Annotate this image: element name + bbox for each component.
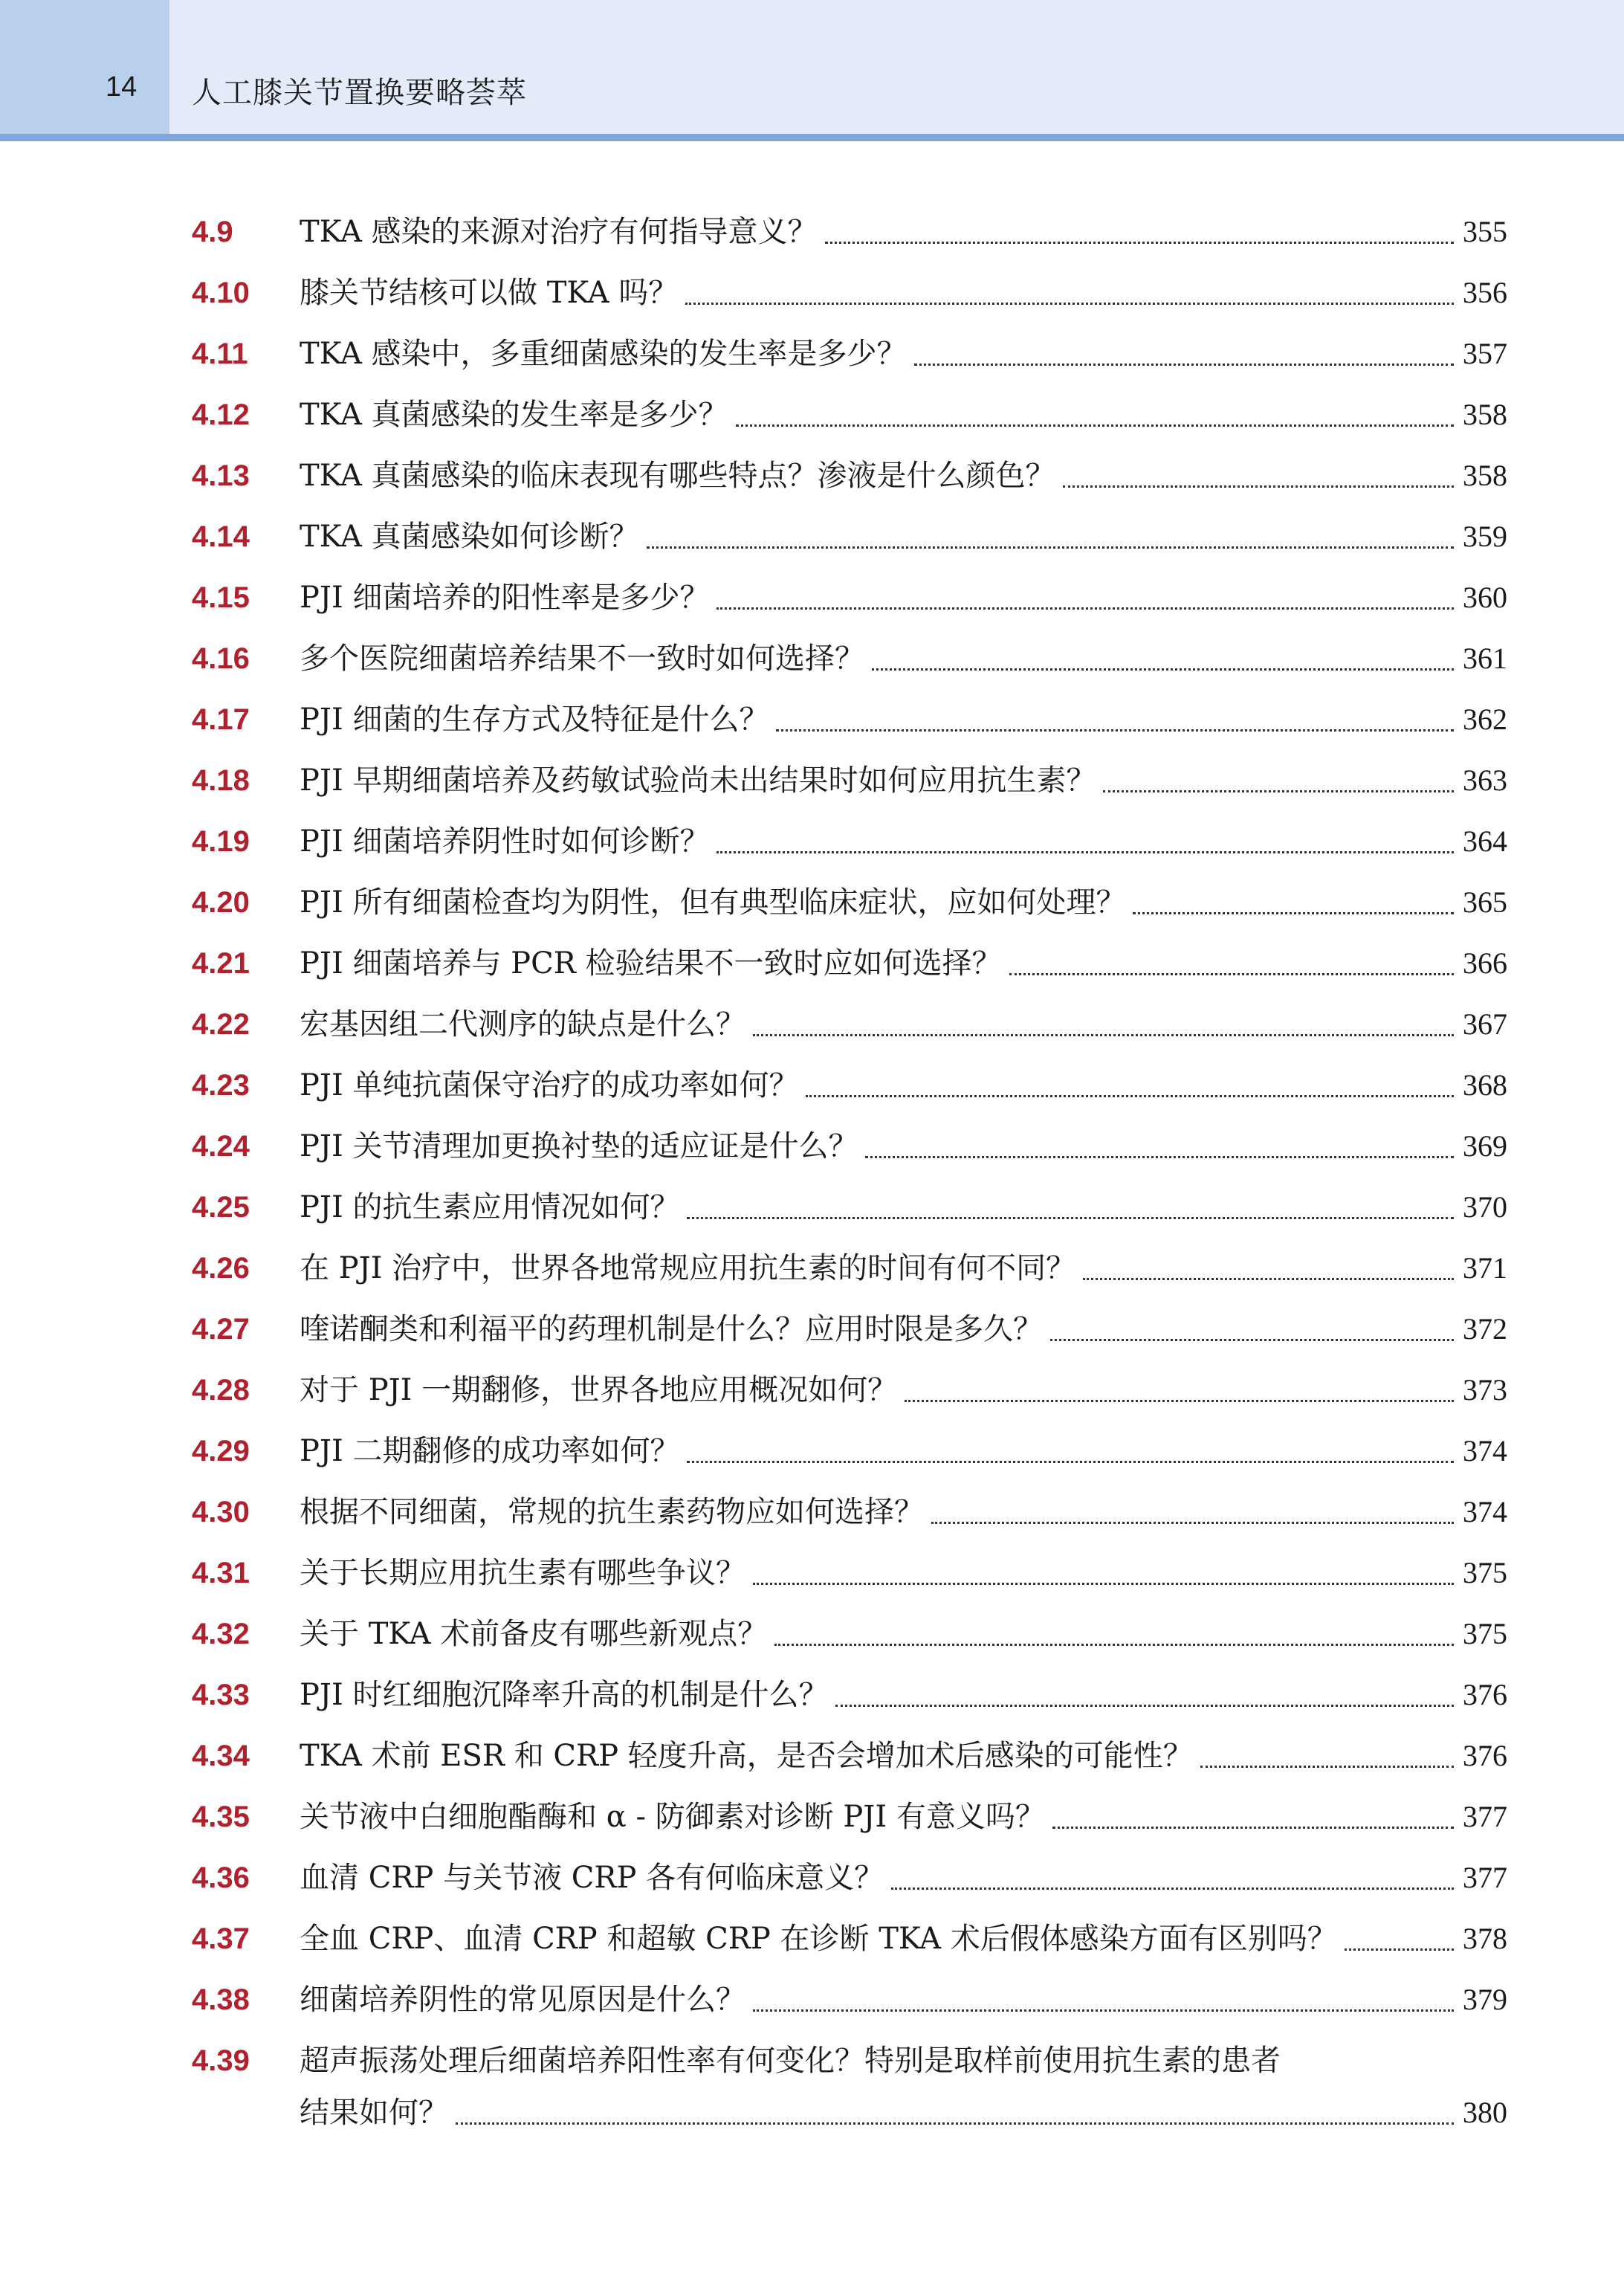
entry-title: 细菌培养阴性的常见原因是什么？: [300, 1983, 745, 2017]
dot-leader: [1345, 1948, 1454, 1951]
entry-title: PJI 所有细菌检查均为阴性，但有典型临床症状，应如何处理？: [300, 885, 1126, 920]
dot-leader: [687, 1217, 1454, 1219]
entry-page: 375: [1463, 1617, 1507, 1650]
toc-entry[interactable]: [192, 1963, 1507, 2024]
toc-entry[interactable]: [192, 1292, 1507, 1353]
dot-leader: [753, 2009, 1454, 2012]
dot-leader: [647, 546, 1454, 549]
toc-entry[interactable]: [192, 1231, 1507, 1292]
dot-leader: [456, 2122, 1454, 2125]
entry-number: 4.33: [192, 1679, 250, 1711]
toc-entry[interactable]: [192, 1353, 1507, 1414]
entry-title: PJI 二期翻修的成功率如何？: [300, 1434, 680, 1468]
page-number: 14: [106, 71, 138, 103]
toc-entry[interactable]: [192, 1536, 1507, 1597]
entry-number: 4.26: [192, 1252, 250, 1285]
dot-leader: [1050, 1339, 1454, 1341]
entry-page: 379: [1463, 1983, 1507, 2016]
entry-page: 377: [1463, 1861, 1507, 1894]
header-rule: [0, 134, 1624, 141]
dot-leader: [891, 1888, 1454, 1890]
entry-number: 4.27: [192, 1313, 250, 1346]
entry-title: 膝关节结核可以做 TKA 吗？: [300, 276, 679, 310]
dot-leader: [865, 1156, 1454, 1158]
entry-title: 关于长期应用抗生素有哪些争议？: [300, 1556, 745, 1590]
entry-title: PJI 关节清理加更换衬垫的适应证是什么？: [300, 1129, 858, 1163]
toc-entry[interactable]: [192, 1475, 1507, 1536]
dot-leader: [1063, 485, 1454, 488]
entry-number: 4.37: [192, 1922, 250, 1955]
dot-leader: [736, 424, 1454, 427]
entry-number: 4.21: [192, 947, 250, 980]
entry-page: 362: [1463, 703, 1507, 736]
toc-entry[interactable]: [192, 1780, 1507, 1841]
entry-title-line1: 超声振荡处理后细菌培养阳性率有何变化？特别是取样前使用抗生素的患者: [300, 2044, 1281, 2078]
entry-number: 4.17: [192, 703, 250, 736]
toc-entry[interactable]: [192, 1109, 1507, 1170]
toc-entry[interactable]: [192, 1658, 1507, 1719]
dot-leader: [1133, 912, 1454, 914]
entry-page: 372: [1463, 1312, 1507, 1346]
toc-entry[interactable]: [192, 865, 1507, 926]
toc-entry[interactable]: [192, 378, 1507, 439]
entry-page: 369: [1463, 1129, 1507, 1163]
entry-page: 355: [1463, 215, 1507, 248]
entry-page: 376: [1463, 1678, 1507, 1711]
entry-number: 4.39: [192, 2044, 250, 2077]
entry-title: TKA 真菌感染的临床表现有哪些特点？渗液是什么颜色？: [300, 459, 1055, 493]
entry-number: 4.32: [192, 1618, 250, 1650]
entry-title: PJI 细菌培养的阳性率是多少？: [300, 581, 710, 615]
entry-title-line2: 结果如何？: [300, 2096, 448, 2130]
entry-number: 4.38: [192, 1983, 250, 2016]
dot-leader: [825, 242, 1454, 244]
entry-page: 360: [1463, 581, 1507, 614]
entry-title: PJI 细菌培养阴性时如何诊断？: [300, 824, 710, 859]
toc-entry[interactable]: [192, 195, 1507, 256]
entry-page: 357: [1463, 337, 1507, 370]
entry-number: 4.9: [192, 216, 233, 248]
entry-page: 367: [1463, 1007, 1507, 1041]
dot-leader: [774, 1644, 1454, 1646]
entry-number: 4.15: [192, 581, 250, 614]
entry-page: 358: [1463, 398, 1507, 431]
dot-leader: [753, 1034, 1454, 1036]
entry-page: 366: [1463, 946, 1507, 980]
dot-leader: [1009, 973, 1454, 975]
toc-entry[interactable]: [192, 743, 1507, 804]
entry-title: 关于 TKA 术前备皮有哪些新观点？: [300, 1617, 768, 1651]
entry-number: 4.29: [192, 1435, 250, 1467]
book-title: 人工膝关节置换要略荟萃: [192, 76, 527, 110]
entry-page: 373: [1463, 1373, 1507, 1407]
dot-leader: [1083, 1278, 1454, 1280]
dot-leader: [716, 607, 1454, 610]
entry-number: 4.28: [192, 1374, 250, 1407]
entry-title: TKA 感染中，多重细菌感染的发生率是多少？: [300, 337, 907, 371]
entry-title: PJI 单纯抗菌保守治疗的成功率如何？: [300, 1068, 799, 1102]
dot-leader: [685, 303, 1454, 305]
entry-title: 宏基因组二代测序的缺点是什么？: [300, 1007, 745, 1042]
entry-number: 4.30: [192, 1496, 250, 1528]
entry-page: 364: [1463, 824, 1507, 858]
entry-number: 4.20: [192, 886, 250, 919]
dot-leader: [835, 1705, 1454, 1707]
entry-title: TKA 术前 ESR 和 CRP 轻度升高，是否会增加术后感染的可能性？: [300, 1739, 1193, 1773]
entry-page: 358: [1463, 459, 1507, 492]
entry-title: PJI 的抗生素应用情况如何？: [300, 1190, 680, 1224]
dot-leader: [914, 364, 1454, 366]
dot-leader: [776, 729, 1454, 732]
toc-entry[interactable]: [192, 1597, 1507, 1658]
dot-leader: [687, 1461, 1454, 1463]
entry-number: 4.31: [192, 1557, 250, 1589]
entry-number: 4.19: [192, 825, 250, 858]
entry-number: 4.16: [192, 642, 250, 675]
entry-number: 4.12: [192, 398, 250, 431]
entry-number: 4.11: [192, 338, 248, 370]
entry-title: 血清 CRP 与关节液 CRP 各有何临床意义？: [300, 1861, 884, 1895]
dot-leader: [716, 851, 1454, 853]
entry-number: 4.24: [192, 1130, 250, 1163]
toc-entry[interactable]: [192, 1902, 1507, 1963]
toc-entry[interactable]: [192, 439, 1507, 500]
entry-title: 喹诺酮类和利福平的药理机制是什么？应用时限是多久？: [300, 1312, 1043, 1346]
toc-entry[interactable]: [192, 1414, 1507, 1475]
toc-entry[interactable]: [192, 621, 1507, 682]
toc-entry[interactable]: [192, 804, 1507, 865]
header-tab: [0, 0, 169, 140]
entry-title: PJI 时红细胞沉降率升高的机制是什么？: [300, 1678, 829, 1712]
toc-entry[interactable]: [192, 317, 1507, 378]
entry-page: 370: [1463, 1190, 1507, 1224]
entry-page: 374: [1463, 1434, 1507, 1467]
entry-title: TKA 感染的来源对治疗有何指导意义？: [300, 215, 818, 249]
entry-title: 对于 PJI 一期翻修，世界各地应用概况如何？: [300, 1373, 898, 1407]
entry-title: 关节液中白细胞酯酶和 α - 防御素对诊断 PJI 有意义吗？: [300, 1800, 1045, 1834]
dot-leader: [931, 1522, 1454, 1524]
entry-page: 375: [1463, 1556, 1507, 1589]
entry-number: 4.36: [192, 1861, 250, 1894]
entry-title: TKA 真菌感染如何诊断？: [300, 520, 639, 554]
dot-leader: [872, 668, 1454, 671]
toc-entry[interactable]: [192, 682, 1507, 743]
dot-leader: [753, 1583, 1454, 1585]
dot-leader: [1052, 1827, 1454, 1829]
toc-entry[interactable]: [192, 1048, 1507, 1109]
entry-number: 4.13: [192, 459, 250, 492]
toc-entry[interactable]: [192, 500, 1507, 561]
entry-page: 376: [1463, 1739, 1507, 1772]
entry-page: 356: [1463, 276, 1507, 309]
entry-number: 4.18: [192, 764, 250, 797]
entry-page: 378: [1463, 1922, 1507, 1955]
entry-title: PJI 早期细菌培养及药敏试验尚未出结果时如何应用抗生素？: [300, 763, 1096, 798]
entry-number: 4.35: [192, 1801, 250, 1833]
entry-number: 4.22: [192, 1008, 250, 1041]
entry-page: 365: [1463, 885, 1507, 919]
toc-entry[interactable]: [192, 256, 1507, 317]
entry-number: 4.34: [192, 1740, 250, 1772]
entry-page: 371: [1463, 1251, 1507, 1285]
entry-number: 4.10: [192, 277, 250, 309]
entry-page: 368: [1463, 1068, 1507, 1102]
dot-leader: [1103, 790, 1454, 792]
toc-entry[interactable]: [192, 561, 1507, 621]
toc-entry[interactable]: [192, 987, 1507, 1048]
entry-number: 4.25: [192, 1191, 250, 1224]
toc-entry[interactable]: [192, 2037, 1507, 2137]
toc-entry[interactable]: [192, 1719, 1507, 1780]
entry-title: 全血 CRP、血清 CRP 和超敏 CRP 在诊断 TKA 术后假体感染方面有区别吗？: [300, 1922, 1337, 1956]
entry-title: TKA 真菌感染的发生率是多少？: [300, 398, 728, 432]
toc-entry[interactable]: [192, 1841, 1507, 1902]
entry-title: 多个医院细菌培养结果不一致时如何选择？: [300, 642, 864, 676]
entry-title: 根据不同细菌，常规的抗生素药物应如何选择？: [300, 1495, 924, 1529]
entry-number: 4.14: [192, 520, 250, 553]
table-of-contents: [192, 195, 1507, 2137]
dot-leader: [905, 1400, 1454, 1402]
entry-title: 在 PJI 治疗中，世界各地常规应用抗生素的时间有何不同？: [300, 1251, 1076, 1285]
toc-entry[interactable]: [192, 926, 1507, 987]
entry-title: PJI 细菌的生存方式及特征是什么？: [300, 703, 769, 737]
entry-title: PJI 细菌培养与 PCR 检验结果不一致时应如何选择？: [300, 946, 1002, 981]
dot-leader: [1200, 1766, 1454, 1768]
entry-page: 377: [1463, 1800, 1507, 1833]
entry-page: 361: [1463, 642, 1507, 675]
entry-page: 363: [1463, 763, 1507, 797]
entry-page: 380: [1463, 2096, 1507, 2129]
dot-leader: [806, 1095, 1454, 1097]
page-header: [0, 0, 1624, 140]
toc-entry[interactable]: [192, 1170, 1507, 1231]
entry-number: 4.23: [192, 1069, 250, 1102]
entry-page: 374: [1463, 1495, 1507, 1528]
entry-page: 359: [1463, 520, 1507, 553]
